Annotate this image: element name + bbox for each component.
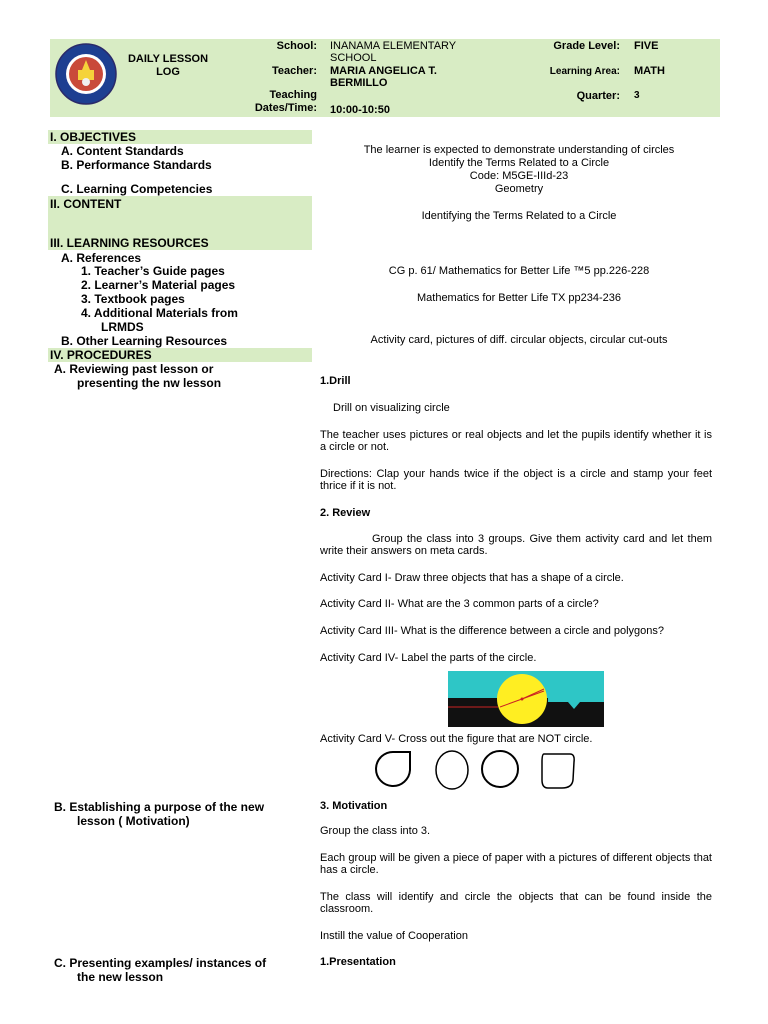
ref-learners-material: 2. Learner’s Material pages	[81, 278, 236, 292]
proc-c-label	[54, 956, 266, 984]
circle-parts-image	[448, 671, 604, 727]
proc-a-line1: A. Reviewing past lesson or	[54, 362, 214, 376]
motivation-heading: 3. Motivation	[320, 800, 388, 812]
ref-textbook: 3. Textbook pages	[81, 292, 185, 306]
procedures-heading: IV. PROCEDURES	[50, 348, 152, 362]
proc-a-label	[54, 362, 221, 390]
activity-card-2: Activity Card II- What are the 3 common parts of a circle?	[320, 598, 599, 610]
grade-value: FIVE	[634, 40, 659, 52]
dates-label	[225, 89, 317, 115]
motivation-line1: Group the class into 3.	[320, 825, 431, 837]
activity-card-4: Activity Card IV- Label the parts of the circle.	[320, 652, 537, 664]
content-text: Identifying the Terms Related to a Circle	[421, 210, 617, 222]
competency-topic: Geometry	[494, 183, 544, 195]
quarter-value: 3	[634, 90, 640, 101]
teachers-guide-text: CG p. 61/ Mathematics for Better Life ™5 pp.226-228	[388, 265, 650, 277]
content-heading: II. CONTENT	[50, 197, 122, 211]
area-value: MATH	[634, 65, 665, 77]
grade-label: Grade Level:	[553, 40, 620, 52]
area-label: Learning Area:	[549, 66, 620, 77]
learners-material-text: Mathematics for Better Life TX pp234-236	[416, 292, 621, 304]
school-label: School:	[276, 40, 317, 52]
performance-standards-label: B. Performance Standards	[61, 158, 212, 172]
ref-teachers-guide: 1. Teacher’s Guide pages	[81, 264, 225, 278]
objectives-heading: I. OBJECTIVES	[50, 130, 137, 144]
proc-c-line2: the new lesson	[77, 970, 164, 984]
proc-b-line2: lesson ( Motivation)	[77, 814, 190, 828]
presentation-heading: 1.Presentation	[320, 956, 396, 968]
proc-c-line1: C. Presenting examples/ instances of	[54, 956, 267, 970]
dates-label-line1: Teaching	[269, 89, 317, 101]
teacher-value: MARIA ANGELICA T. BERMILLO	[330, 65, 437, 89]
drill-text: Drill on visualizing circle	[333, 402, 450, 414]
deped-seal-icon	[54, 42, 118, 106]
dates-value: 10:00-10:50	[330, 104, 390, 116]
shapes-row-image	[372, 748, 582, 792]
motivation-line3: The class will identify and circle the objects that can be found inside the classroom.	[320, 891, 712, 915]
school-value: INANAMA ELEMENTARY SCHOOL	[330, 40, 456, 64]
activity-card-1: Activity Card I- Draw three objects that has a shape of a circle.	[320, 572, 624, 584]
proc-b-line1: B. Establishing a purpose of the new	[54, 800, 265, 814]
dll-title	[120, 53, 216, 79]
learning-resources-heading: III. LEARNING RESOURCES	[50, 236, 209, 250]
dates-label-line2: Dates/Time:	[254, 102, 317, 114]
dll-title-line1: DAILY LESSON	[127, 53, 209, 65]
other-resources-label: B. Other Learning Resources	[61, 334, 228, 348]
competency-code: Code: M5GE-IIId-23	[469, 170, 569, 182]
teacher-label: Teacher:	[271, 65, 317, 77]
activity-card-5: Activity Card V- Cross out the figure that are NOT circle.	[320, 733, 593, 745]
other-resources-text: Activity card, pictures of diff. circular objects, circular cut-outs	[370, 334, 668, 346]
ref-additional-materials: 4. Additional Materials from	[81, 306, 238, 320]
teacher-uses-text: The teacher uses pictures or real objects and let the pupils identify whether it is a circle or not.	[320, 429, 712, 453]
motivation-line4: Instill the value of Cooperation	[320, 930, 468, 942]
dll-title-line2: LOG	[156, 66, 180, 78]
learning-competencies-label: C. Learning Competencies	[61, 182, 213, 196]
quarter-label: Quarter:	[576, 90, 620, 102]
directions-text: Directions: Clap your hands twice if the object is a circle and stamp your feet thrice if it is not.	[320, 468, 712, 492]
review-heading: 2. Review	[320, 507, 371, 519]
group-instructions: Group the class into 3 groups. Give them activity card and let them write their answers on meta cards.	[320, 533, 712, 557]
drill-heading: 1.Drill	[320, 375, 351, 387]
content-standards-text: The learner is expected to demonstrate understanding of circles	[363, 144, 675, 156]
references-label: A. References	[61, 251, 142, 265]
ref-lrmds: LRMDS	[101, 320, 144, 334]
motivation-line2: Each group will be given a piece of paper with a pictures of different objects that has a circle.	[320, 852, 712, 876]
proc-b-label	[54, 800, 264, 828]
performance-standards-text: Identify the Terms Related to a Circle	[428, 157, 610, 169]
content-standards-label: A. Content Standards	[61, 144, 184, 158]
proc-a-line2: presenting the nw lesson	[77, 376, 222, 390]
activity-card-3: Activity Card III- What is the difference between a circle and polygons?	[320, 625, 665, 637]
